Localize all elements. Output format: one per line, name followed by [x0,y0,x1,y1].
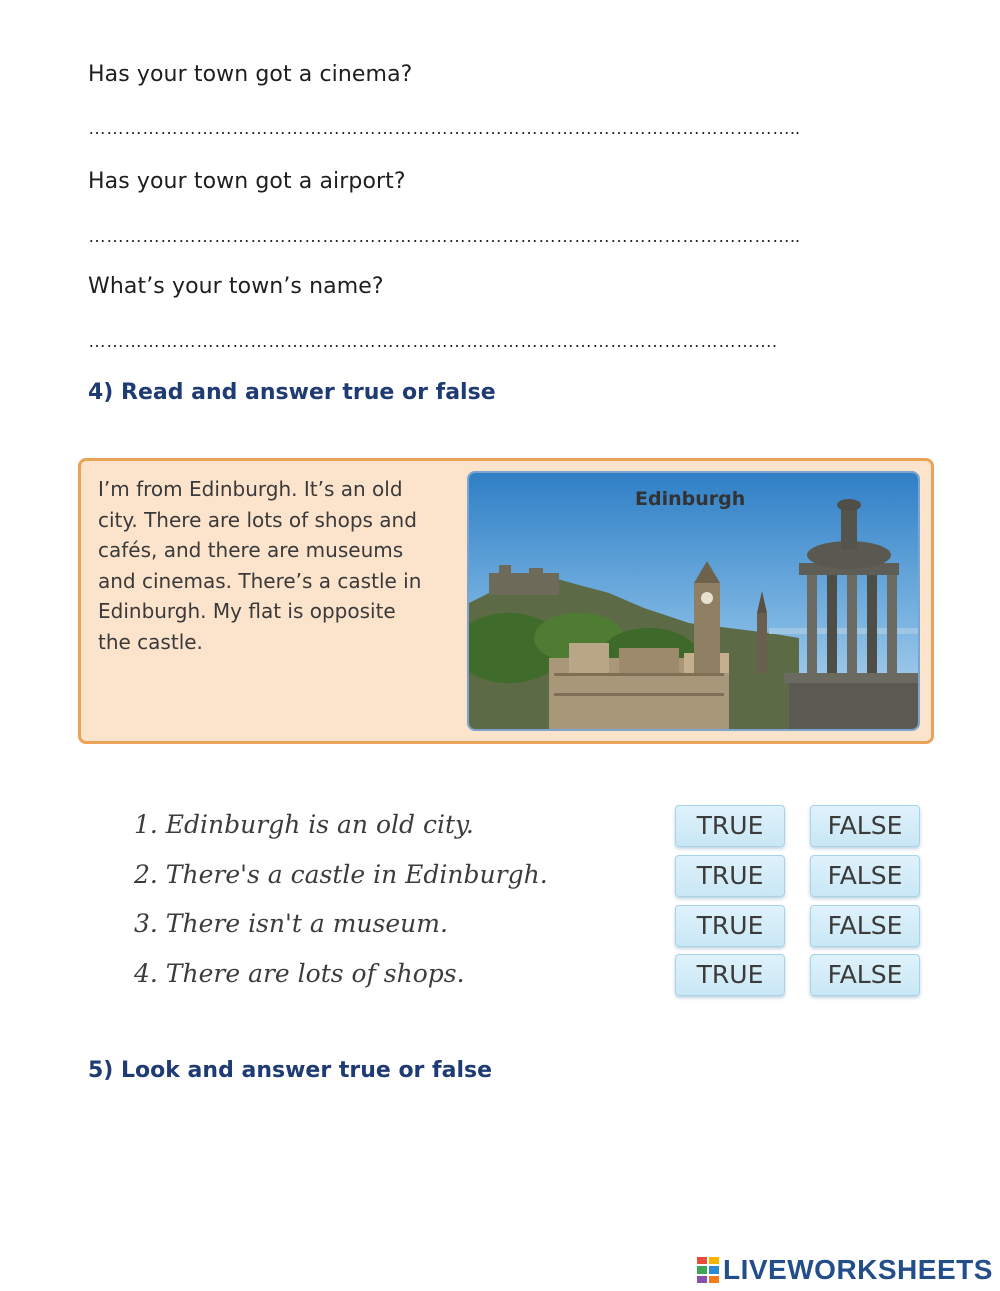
logo-square [697,1276,707,1283]
reading-line: the castle. [98,629,203,654]
reading-text [98,474,448,657]
true-button-1[interactable]: TRUE [675,805,785,847]
logo-square [709,1257,719,1264]
reading-line: Edinburgh. My flat is opposite [98,599,396,623]
logo-square [697,1266,707,1273]
logo-square [709,1276,719,1283]
question-cinema: Has your town got a cinema? [88,62,413,87]
question-airport: Has your town got a airport? [88,169,406,194]
logo-square [697,1257,707,1264]
false-button-4[interactable]: FALSE [810,954,920,996]
statement-4: 4. There are lots of shops. [134,959,465,988]
section-4-title: 4) Read and answer true or false [88,380,496,405]
answer-line-cinema[interactable]: ……………………………………………………………………………………………………….. [88,118,801,138]
reading-line: and cinemas. There’s a castle in [98,568,422,593]
liveworksheets-logo [697,1254,993,1286]
reading-line: I’m from Edinburgh. It’s an old [98,477,403,501]
logo-square [709,1266,719,1273]
liveworksheets-logo-icon [697,1257,719,1283]
false-button-2[interactable]: FALSE [810,855,920,897]
answer-line-town-name[interactable]: ……………………………………………………………………………………………………. [88,331,778,351]
edinburgh-photo [467,471,920,731]
true-button-4[interactable]: TRUE [675,954,785,996]
false-button-1[interactable]: FALSE [810,805,920,847]
logo-text: LIVEWORKSHEETS [723,1254,993,1285]
section-5-title: 5) Look and answer true or false [88,1058,493,1083]
question-town-name: What’s your town’s name? [88,274,384,299]
true-button-3[interactable]: TRUE [675,905,785,947]
reading-line: cafés, and there are museums [98,538,404,562]
answer-line-airport[interactable]: ……………………………………………………………………………………………………….. [88,226,801,246]
photo-label: Edinburgh [635,488,746,510]
false-button-3[interactable]: FALSE [810,905,920,947]
reading-line: city. There are lots of shops and [98,507,417,532]
true-button-2[interactable]: TRUE [675,855,785,897]
statement-1: 1. Edinburgh is an old city. [134,810,474,839]
statement-2: 2. There's a castle in Edinburgh. [134,860,548,889]
statement-3: 3. There isn't a museum. [134,909,448,938]
edinburgh-skyline-image [469,473,918,729]
